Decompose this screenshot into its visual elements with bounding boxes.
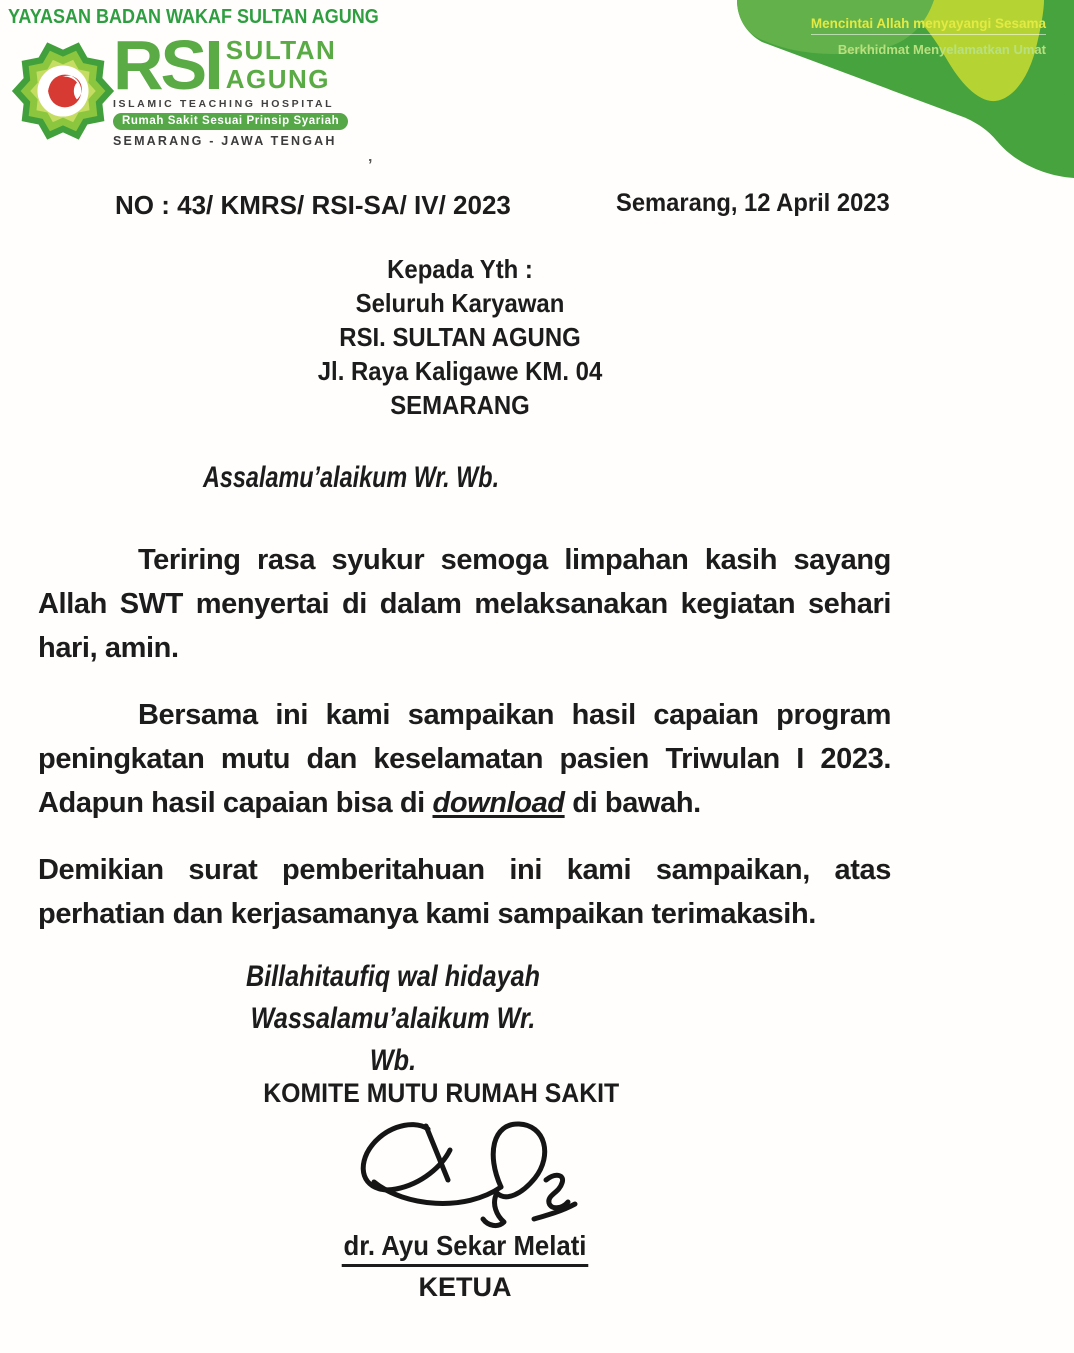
brand-rsi: RSI: [113, 26, 221, 104]
paragraph-announcement-text: Bersama ini kami sampaikan hasil capaian program peningkatan mutu dan keselamatan pasien Triwulan I 2023. Adapun hasil capaian bisa di: [38, 699, 891, 819]
recipient-line: RSI. SULTAN AGUNG: [339, 322, 581, 352]
closing-line2: Wassalamu’alaikum Wr. Wb.: [250, 1002, 536, 1077]
committee-name: KOMITE MUTU RUMAH SAKIT: [263, 1078, 620, 1108]
recipient-line: Jl. Raya Kaligawe KM. 04: [317, 356, 603, 386]
paragraph-announcement-tail: di bawah.: [564, 787, 701, 819]
foundation-name: YAYASAN BADAN WAKAF SULTAN AGUNG: [8, 6, 379, 28]
paragraph-gratitude: Teriring rasa syukur semoga limpahan kasih sayang Allah SWT menyertai di dalam melaksanakan kegiatan sehari hari, amin.: [38, 544, 891, 664]
brand-city: SEMARANG - JAWA TENGAH: [113, 134, 337, 149]
place-and-date: Semarang, 12 April 2023: [616, 189, 890, 217]
paragraph-closing-thanks: Demikian surat pemberitahuan ini kami sampaikan, atas perhatian dan kerjasamanya kami sampaikan terimakasih.: [38, 854, 891, 930]
crescent-rosette-logo-icon: [10, 36, 116, 146]
recipient-line: Kepada Yth :: [387, 254, 533, 284]
signer-name: dr. Ayu Sekar Melati: [342, 1230, 589, 1267]
handwritten-signature: [350, 1116, 585, 1238]
signer-name-block: [327, 1230, 603, 1267]
paragraph-announcement: [38, 693, 891, 825]
scan-artifact: ’: [368, 157, 373, 174]
closing-salutation: [225, 956, 561, 1082]
sharia-tagline-pill: Rumah Sakit Sesuai Prinsip Syariah: [113, 113, 348, 130]
letter-number: NO : 43/ KMRS/ RSI-SA/ IV/ 2023: [115, 190, 511, 220]
corner-ribbon: [734, 0, 1074, 186]
brand-agung: AGUNG: [225, 64, 330, 94]
ribbon-motto-line2: Berkhidmat Menyelamatkan Umat: [837, 42, 1046, 57]
ribbon-motto-line1: Mencintai Allah menyayangi Sesama: [811, 16, 1046, 35]
recipient-block: [267, 252, 653, 422]
recipient-line: SEMARANG: [390, 390, 530, 420]
brand-sultan: SULTAN: [225, 35, 337, 65]
closing-line1: Billahitaufiq wal hidayah: [245, 960, 541, 993]
hospital-brand: [113, 26, 343, 149]
signer-title: KETUA: [418, 1272, 512, 1302]
download-word: download: [432, 787, 565, 819]
islamic-salutation: Assalamu’alaikum Wr. Wb.: [203, 461, 500, 494]
recipient-line: Seluruh Karyawan: [355, 288, 565, 318]
brand-subtitle: ISLAMIC TEACHING HOSPITAL: [113, 98, 335, 111]
